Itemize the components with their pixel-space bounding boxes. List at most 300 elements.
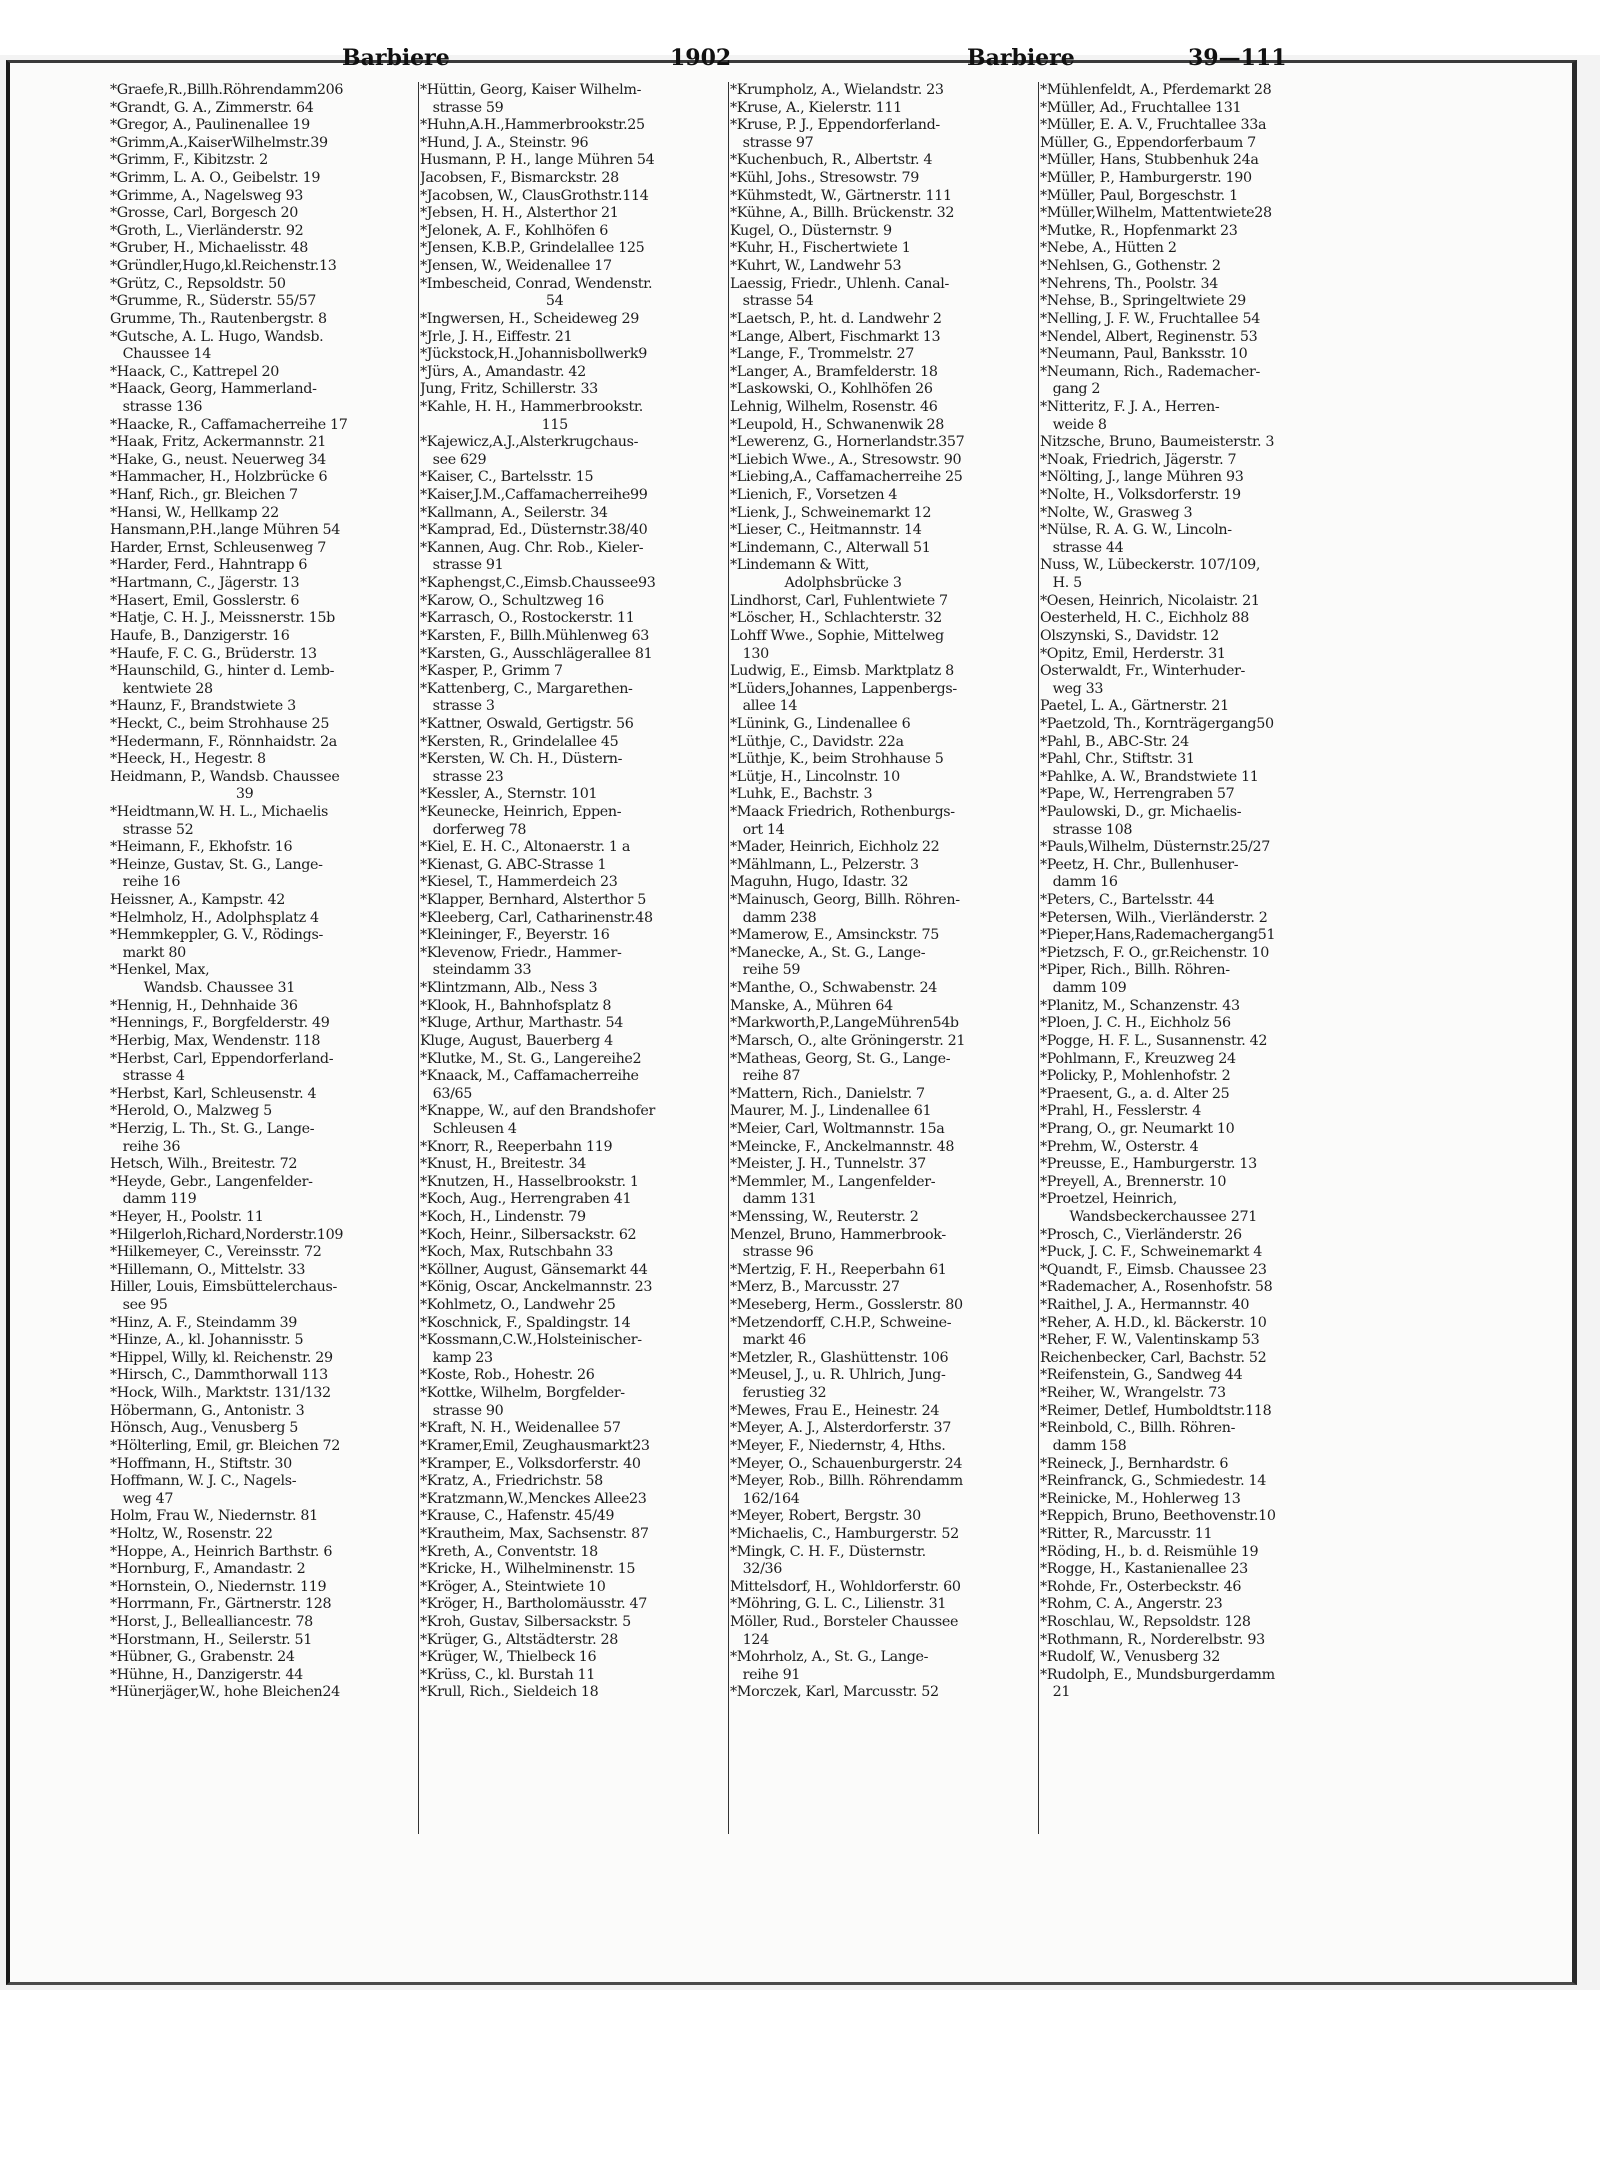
directory-entry-line: 54 bbox=[420, 293, 564, 310]
directory-column-2 bbox=[420, 82, 720, 1842]
directory-entry-line: *Reher, A. H.D., kl. Bäckerstr. 10 bbox=[1040, 1314, 1267, 1331]
directory-entry-line: *Kottke, Wilhelm, Borgfelder- bbox=[420, 1385, 625, 1402]
directory-entry-line: *Kröger, A., Steintwiete 10 bbox=[420, 1578, 606, 1595]
directory-entry-line: *Hemmkeppler, G. V., Rödings- bbox=[110, 927, 323, 944]
directory-entry-line: *Reifenstein, G., Sandweg 44 bbox=[1040, 1367, 1243, 1384]
directory-entry-line: *Huhn,A.H.,Hammerbrookstr.25 bbox=[420, 117, 645, 134]
directory-entry-line: *Laskowski, O., Kohlhöfen 26 bbox=[730, 381, 933, 398]
directory-entry-line: strasse 136 bbox=[110, 398, 203, 415]
directory-entry-line: *Mühlenfeldt, A., Pferdemarkt 28 bbox=[1040, 82, 1272, 98]
directory-entry-line: *Meier, Carl, Woltmannstr. 15a bbox=[730, 1120, 945, 1137]
directory-entry-line: *Hirsch, C., Dammthorwall 113 bbox=[110, 1367, 328, 1384]
directory-entry-line: *Kaphengst,C.,Eimsb.Chaussee93 bbox=[420, 575, 656, 592]
directory-entry-line: *Kohlmetz, O., Landwehr 25 bbox=[420, 1297, 616, 1314]
directory-entry-line: *Röding, H., b. d. Reismühle 19 bbox=[1040, 1543, 1259, 1560]
directory-entry-line: *Prehm, W., Osterstr. 4 bbox=[1040, 1138, 1199, 1155]
directory-entry-line: Hoffmann, W. J. C., Nagels- bbox=[110, 1473, 297, 1490]
directory-entry-line: damm 158 bbox=[1040, 1437, 1127, 1454]
directory-entry-line: damm 119 bbox=[110, 1191, 197, 1208]
directory-entry-line: *Pauls,Wilhelm, Düsternstr.25/27 bbox=[1040, 839, 1270, 856]
directory-entry-line: *Hartmann, C., Jägerstr. 13 bbox=[110, 575, 300, 592]
directory-entry-line: *Hornburg, F., Amandastr. 2 bbox=[110, 1561, 306, 1578]
directory-entry-line: *Paulowski, D., gr. Michaelis- bbox=[1040, 803, 1242, 820]
directory-entry-line: *Mattern, Rich., Danielstr. 7 bbox=[730, 1085, 925, 1102]
directory-entry-line: kentwiete 28 bbox=[110, 680, 213, 697]
directory-entry-line: *Peetz, H. Chr., Bullenhuser- bbox=[1040, 856, 1239, 873]
directory-entry-line: 21 bbox=[1040, 1684, 1071, 1701]
directory-entry-line: *Müller, P., Hamburgerstr. 190 bbox=[1040, 170, 1252, 187]
directory-entry-line: *Helmholz, H., Adolphsplatz 4 bbox=[110, 909, 319, 926]
directory-entry-line: *Lünink, G., Lindenallee 6 bbox=[730, 715, 911, 732]
directory-entry-line: *Graefe,R.,Billh.Röhrendamm206 bbox=[110, 82, 344, 98]
directory-entry-line: Maurer, M. J., Lindenallee 61 bbox=[730, 1103, 932, 1120]
directory-entry-line: *Krüger, G., Altstädterstr. 28 bbox=[420, 1631, 618, 1648]
directory-entry-line: *Gründler,Hugo,kl.Reichenstr.13 bbox=[110, 258, 337, 275]
directory-entry-line: *Holtz, W., Rosenstr. 22 bbox=[110, 1525, 273, 1542]
directory-entry-line: *Paetzold, Th., Kornträgergang50 bbox=[1040, 715, 1274, 732]
directory-entry-line: Reichenbecker, Carl, Bachstr. 52 bbox=[1040, 1349, 1267, 1366]
directory-entry-line: *Prosch, C., Vierländerstr. 26 bbox=[1040, 1226, 1242, 1243]
directory-entry-line: *Meyer, Rob., Billh. Röhrendamm bbox=[730, 1473, 963, 1490]
directory-entry-line: *Kossmann,C.W.,Holsteinischer- bbox=[420, 1332, 642, 1349]
directory-entry-line: *Herbst, Karl, Schleusenstr. 4 bbox=[110, 1085, 317, 1102]
directory-entry-line: 39 bbox=[110, 786, 254, 803]
directory-entry-line: *Krautheim, Max, Sachsenstr. 87 bbox=[420, 1525, 649, 1542]
directory-entry-line: *Hennig, H., Dehnhaide 36 bbox=[110, 997, 298, 1014]
directory-entry-line: *Noak, Friedrich, Jägerstr. 7 bbox=[1040, 451, 1237, 468]
directory-entry-line: *Karsten, F., Billh.Mühlenweg 63 bbox=[420, 627, 650, 644]
directory-entry-line: *Pieper,Hans,Rademachergang51 bbox=[1040, 927, 1276, 944]
directory-entry-line: *Nolte, W., Grasweg 3 bbox=[1040, 504, 1193, 521]
directory-entry-line: *Planitz, M., Schanzenstr. 43 bbox=[1040, 997, 1240, 1014]
directory-entry-line: *Marsch, O., alte Gröningerstr. 21 bbox=[730, 1032, 966, 1049]
directory-entry-line: damm 131 bbox=[730, 1191, 817, 1208]
directory-entry-line: *Pahl, Chr., Stiftstr. 31 bbox=[1040, 751, 1195, 768]
directory-entry-line: *Reimer, Detlef, Humboldtstr.118 bbox=[1040, 1402, 1272, 1419]
directory-entry-line: *Imbescheid, Conrad, Wendenstr. bbox=[420, 275, 653, 292]
directory-entry-line: *Lewerenz, G., Hornerlandstr.357 bbox=[730, 434, 965, 451]
directory-entry-line: strasse 23 bbox=[420, 768, 504, 785]
directory-entry-line: *Haack, C., Kattrepel 20 bbox=[110, 363, 279, 380]
directory-entry-line: *Manecke, A., St. G., Lange- bbox=[730, 944, 926, 961]
directory-entry-line: *Leupold, H., Schwanenwik 28 bbox=[730, 416, 945, 433]
directory-entry-line: Laessig, Friedr., Uhlenh. Canal- bbox=[730, 275, 949, 292]
directory-entry-line: *Menssing, W., Reuterstr. 2 bbox=[730, 1209, 919, 1225]
directory-entry-line: *Horrmann, Fr., Gärtnerstr. 128 bbox=[110, 1596, 332, 1613]
directory-entry-line: *Grandt, G. A., Zimmerstr. 64 bbox=[110, 99, 314, 116]
directory-entry-line: dorferweg 78 bbox=[420, 821, 527, 838]
directory-entry-line: *Hake, G., neust. Neuerweg 34 bbox=[110, 451, 326, 468]
directory-entry-line: *Grimm, F., Kibitzstr. 2 bbox=[110, 152, 268, 169]
directory-entry-line: *Kricke, H., Wilhelminenstr. 15 bbox=[420, 1561, 636, 1578]
directory-entry-line: *Jebsen, H. H., Alsterthor 21 bbox=[420, 205, 619, 222]
directory-entry-line: Harder, Ernst, Schleusenweg 7 bbox=[110, 539, 327, 556]
directory-entry-line: *Grumme, R., Süderstr. 55/57 bbox=[110, 293, 316, 310]
directory-entry-line: Kugel, O., Düsternstr. 9 bbox=[730, 222, 892, 239]
directory-entry-line: 130 bbox=[730, 645, 769, 662]
directory-entry-line: *Quandt, F., Eimsb. Chaussee 23 bbox=[1040, 1261, 1267, 1278]
directory-entry-line: *Harder, Ferd., Hahntrapp 6 bbox=[110, 557, 308, 574]
directory-entry-line: *Meyer, F., Niedernstr, 4, Hths. bbox=[730, 1437, 946, 1454]
directory-entry-line: strasse 97 bbox=[730, 134, 814, 151]
directory-entry-line: Hönsch, Aug., Venusberg 5 bbox=[110, 1420, 298, 1437]
directory-entry-line: *Kuhrt, W., Landwehr 53 bbox=[730, 258, 902, 275]
directory-entry-line: *Reineck, J., Bernhardstr. 6 bbox=[1040, 1455, 1229, 1472]
directory-entry-line: *Herbig, Max, Wendenstr. 118 bbox=[110, 1032, 321, 1049]
directory-entry-line: Nuss, W., Lübeckerstr. 107/109, bbox=[1040, 557, 1261, 574]
directory-entry-line: Lindhorst, Carl, Fuhlentwiete 7 bbox=[730, 592, 948, 609]
directory-entry-line: *Heidtmann,W. H. L., Michaelis bbox=[110, 803, 328, 820]
directory-entry-line: strasse 108 bbox=[1040, 821, 1133, 838]
directory-entry-line: *Jrle, J. H., Eiffestr. 21 bbox=[420, 328, 573, 345]
directory-entry-line: *Mingk, C. H. F., Düsternstr. bbox=[730, 1543, 926, 1560]
directory-entry-line: *Rohde, Fr., Osterbeckstr. 46 bbox=[1040, 1578, 1242, 1595]
directory-entry-line: *Kannen, Aug. Chr. Rob., Kieler- bbox=[420, 539, 644, 556]
directory-entry-line: Jung, Fritz, Schillerstr. 33 bbox=[420, 381, 598, 398]
directory-entry-line: *Matheas, Georg, St. G., Lange- bbox=[730, 1050, 951, 1067]
directory-columns bbox=[110, 82, 1340, 1842]
directory-entry-line: *Lindemann, C., Alterwall 51 bbox=[730, 539, 931, 556]
directory-entry-line: *Nitteritz, F. J. A., Herren- bbox=[1040, 398, 1220, 415]
directory-entry-line: damm 16 bbox=[1040, 874, 1118, 891]
directory-entry-line: *Klintzmann, Alb., Ness 3 bbox=[420, 980, 598, 997]
directory-entry-line: *Laetsch, P., ht. d. Landwehr 2 bbox=[730, 310, 942, 327]
directory-entry-line: *Neumann, Rich., Rademacher- bbox=[1040, 363, 1260, 380]
directory-entry-line: *Hilgerloh,Richard,Norderstr.109 bbox=[110, 1226, 344, 1243]
directory-entry-line: *Mohrholz, A., St. G., Lange- bbox=[730, 1649, 929, 1666]
directory-entry-line: allee 14 bbox=[730, 698, 798, 715]
directory-entry-line: Nitzsche, Bruno, Baumeisterstr. 3 bbox=[1040, 434, 1275, 451]
directory-entry-line: *Klapper, Bernhard, Alsterthor 5 bbox=[420, 892, 646, 909]
directory-entry-line: *Keunecke, Heinrich, Eppen- bbox=[420, 803, 622, 820]
directory-entry-line: *Müller, E. A. V., Fruchtallee 33a bbox=[1040, 117, 1267, 134]
directory-entry-line: *Praesent, G., a. d. Alter 25 bbox=[1040, 1085, 1230, 1102]
header-right-title: Barbiere bbox=[967, 45, 1075, 71]
directory-entry-line: *Karow, O., Schultzweg 16 bbox=[420, 592, 604, 609]
directory-entry-line: *Mainusch, Georg, Billh. Röhren- bbox=[730, 892, 960, 909]
directory-entry-line: *Reher, F. W., Valentinskamp 53 bbox=[1040, 1332, 1260, 1349]
directory-entry-line: *Gruber, H., Michaelisstr. 48 bbox=[110, 240, 309, 257]
directory-entry-line: *Henkel, Max, bbox=[110, 962, 210, 979]
directory-entry-line: *Kreth, A., Conventstr. 18 bbox=[420, 1543, 598, 1560]
directory-entry-line: *Luhk, E., Bachstr. 3 bbox=[730, 786, 873, 803]
directory-entry-line: *Knorr, R., Reeperbahn 119 bbox=[420, 1138, 613, 1155]
directory-entry-line: *Müller, Paul, Borgeschstr. 1 bbox=[1040, 187, 1238, 204]
directory-entry-line: Husmann, P. H., lange Mühren 54 bbox=[420, 152, 655, 169]
directory-entry-line: *Krumpholz, A., Wielandstr. 23 bbox=[730, 82, 944, 98]
running-header bbox=[110, 45, 1340, 75]
directory-entry-line: *Krüss, C., kl. Burstah 11 bbox=[420, 1666, 596, 1683]
directory-entry-line: *Puck, J. C. F., Schweinemarkt 4 bbox=[1040, 1244, 1263, 1261]
directory-entry-line: *Kratzmann,W.,Menckes Allee23 bbox=[420, 1490, 647, 1507]
directory-entry-line: *Lüthje, K., beim Strohhause 5 bbox=[730, 751, 944, 768]
directory-entry-line: *Proetzel, Heinrich, bbox=[1040, 1191, 1177, 1208]
directory-entry-line: *Reiher, W., Wrangelstr. 73 bbox=[1040, 1385, 1226, 1402]
directory-entry-line: 124 bbox=[730, 1631, 769, 1648]
directory-entry-line: Hansmann,P.H.,lange Mühren 54 bbox=[110, 522, 341, 539]
directory-entry-line: *Prang, O., gr. Neumarkt 10 bbox=[1040, 1120, 1235, 1137]
directory-entry-line: *Groth, L., Vierländerstr. 92 bbox=[110, 222, 304, 239]
directory-entry-line: *Liebing,A., Caffamacherreihe 25 bbox=[730, 469, 963, 486]
directory-entry-line: *Nehse, B., Springeltwiete 29 bbox=[1040, 293, 1246, 310]
directory-entry-line: *Pape, W., Herrengraben 57 bbox=[1040, 786, 1235, 803]
directory-entry-line: *Kienast, G. ABC-Strasse 1 bbox=[420, 856, 607, 873]
directory-entry-line: Möller, Rud., Borsteler Chaussee bbox=[730, 1614, 959, 1631]
directory-entry-line: *Hund, J. A., Steinstr. 96 bbox=[420, 134, 589, 151]
directory-entry-line: see 95 bbox=[110, 1297, 168, 1314]
directory-entry-line: strasse 3 bbox=[420, 698, 495, 715]
directory-entry-line: *Neumann, Paul, Banksstr. 10 bbox=[1040, 346, 1248, 363]
directory-entry-line: *Haacke, R., Caffamacherreihe 17 bbox=[110, 416, 348, 433]
directory-entry-line: *Kattner, Oswald, Gertigstr. 56 bbox=[420, 715, 634, 732]
directory-entry-line: *Heyer, H., Poolstr. 11 bbox=[110, 1209, 264, 1225]
directory-entry-line: *Hasert, Emil, Gosslerstr. 6 bbox=[110, 592, 300, 609]
directory-entry-line: *Rogge, H., Kastanienallee 23 bbox=[1040, 1561, 1248, 1578]
directory-entry-line: *Prahl, H., Fesslerstr. 4 bbox=[1040, 1103, 1202, 1120]
directory-entry-line: *Policky, P., Mohlenhofstr. 2 bbox=[1040, 1068, 1231, 1085]
directory-entry-line: *Hennings, F., Borgfelderstr. 49 bbox=[110, 1015, 330, 1032]
directory-entry-line: strasse 96 bbox=[730, 1244, 814, 1261]
directory-entry-line: Hetsch, Wilh., Breitestr. 72 bbox=[110, 1156, 298, 1173]
directory-entry-line: *Köllner, August, Gänsemarkt 44 bbox=[420, 1261, 648, 1278]
directory-entry-line: *Hornstein, O., Niedernstr. 119 bbox=[110, 1578, 327, 1595]
directory-entry-line: *Hock, Wilh., Marktstr. 131/132 bbox=[110, 1385, 331, 1402]
directory-entry-line: *Kluge, Arthur, Marthastr. 54 bbox=[420, 1015, 623, 1032]
directory-entry-line: reihe 36 bbox=[110, 1138, 181, 1155]
directory-entry-line: *Möhring, G. L. C., Lilienstr. 31 bbox=[730, 1596, 947, 1613]
directory-entry-line: *Lüthje, C., Davidstr. 22a bbox=[730, 733, 904, 750]
directory-entry-line: *Haufe, F. C. G., Brüderstr. 13 bbox=[110, 645, 317, 662]
directory-entry-line: Lohff Wwe., Sophie, Mittelweg bbox=[730, 627, 944, 644]
directory-entry-line: *Mertzig, F. H., Reeperbahn 61 bbox=[730, 1261, 947, 1278]
directory-entry-line: 32/36 bbox=[730, 1561, 783, 1578]
directory-entry-line: *Müller, Hans, Stubbenhuk 24a bbox=[1040, 152, 1259, 169]
directory-entry-line: strasse 44 bbox=[1040, 539, 1124, 556]
directory-entry-line: *Lindemann & Witt, bbox=[730, 557, 870, 574]
header-left-title: Barbiere bbox=[342, 45, 450, 71]
directory-entry-line: *Kraft, N. H., Weidenallee 57 bbox=[420, 1420, 621, 1437]
directory-entry-line: *Markworth,P.,LangeMühren54b bbox=[730, 1015, 959, 1032]
directory-entry-line: *Heyde, Gebr., Langenfelder- bbox=[110, 1173, 313, 1190]
directory-entry-line: *Horstmann, H., Seilerstr. 51 bbox=[110, 1631, 312, 1648]
directory-entry-line: Olszynski, S., Davidstr. 12 bbox=[1040, 627, 1219, 644]
directory-entry-line: *Karsten, G., Ausschlägerallee 81 bbox=[420, 645, 653, 662]
directory-entry-line: Ludwig, E., Eimsb. Marktplatz 8 bbox=[730, 663, 954, 680]
directory-entry-line: Holm, Frau W., Niedernstr. 81 bbox=[110, 1508, 318, 1525]
directory-entry-line: damm 238 bbox=[730, 909, 817, 926]
directory-entry-line: *Kühmstedt, W., Gärtnerstr. 111 bbox=[730, 187, 952, 204]
directory-entry-line: *Krüger, W., Thielbeck 16 bbox=[420, 1649, 597, 1666]
directory-entry-line: *Lange, F., Trommelstr. 27 bbox=[730, 346, 915, 363]
directory-entry-line: *Hilkemeyer, C., Vereinsstr. 72 bbox=[110, 1244, 322, 1261]
directory-entry-line: *Pietzsch, F. O., gr.Reichenstr. 10 bbox=[1040, 944, 1270, 961]
directory-entry-line: weide 8 bbox=[1040, 416, 1107, 433]
directory-entry-line: *Kamprad, Ed., Düsternstr.38/40 bbox=[420, 522, 648, 539]
directory-entry-line: strasse 59 bbox=[420, 99, 504, 116]
directory-entry-line: Wandsb. Chaussee 31 bbox=[110, 980, 296, 997]
directory-entry-line: *Hühne, H., Danzigerstr. 44 bbox=[110, 1666, 303, 1683]
directory-entry-line: *Mewes, Frau E., Heinestr. 24 bbox=[730, 1402, 940, 1419]
directory-entry-line: *Meincke, F., Anckelmannstr. 48 bbox=[730, 1138, 955, 1155]
directory-entry-line: ort 14 bbox=[730, 821, 785, 838]
directory-entry-line: *Hünerjäger,W., hohe Bleichen24 bbox=[110, 1684, 340, 1701]
directory-entry-line: *Hillemann, O., Mittelstr. 33 bbox=[110, 1261, 306, 1278]
directory-entry-line: *Lange, Albert, Fischmarkt 13 bbox=[730, 328, 941, 345]
directory-entry-line: *Meister, J. H., Tunnelstr. 37 bbox=[730, 1156, 926, 1173]
header-year: 1902 bbox=[670, 45, 732, 71]
directory-entry-line: *Michaelis, C., Hamburgerstr. 52 bbox=[730, 1525, 959, 1542]
directory-entry-line: *Gregor, A., Paulinenallee 19 bbox=[110, 117, 310, 134]
directory-entry-line: *Reppich, Bruno, Beethovenstr.10 bbox=[1040, 1508, 1276, 1525]
directory-entry-line: *Nehlsen, G., Gothenstr. 2 bbox=[1040, 258, 1221, 275]
directory-entry-line: Chaussee 14 bbox=[110, 346, 211, 363]
directory-entry-line: *Meyer, A. J., Alsterdorferstr. 37 bbox=[730, 1420, 951, 1437]
directory-entry-line: *Hoppe, A., Heinrich Barthstr. 6 bbox=[110, 1543, 333, 1560]
directory-entry-line: *Rohm, C. A., Angerstr. 23 bbox=[1040, 1596, 1223, 1613]
directory-entry-line: *Pahlke, A. W., Brandstwiete 11 bbox=[1040, 768, 1259, 785]
directory-entry-line: *Memmler, M., Langenfelder- bbox=[730, 1173, 936, 1190]
directory-entry-line: *Müller,Wilhelm, Mattentwiete28 bbox=[1040, 205, 1272, 222]
directory-entry-line: *Nebe, A., Hütten 2 bbox=[1040, 240, 1177, 257]
directory-entry-line: *Kaiser, C., Bartelsstr. 15 bbox=[420, 469, 594, 486]
directory-entry-line: *Meyer, Robert, Bergstr. 30 bbox=[730, 1508, 921, 1525]
directory-entry-line: weg 33 bbox=[1040, 680, 1104, 697]
directory-entry-line: Maguhn, Hugo, Idastr. 32 bbox=[730, 874, 909, 891]
directory-entry-line: Adolphsbrücke 3 bbox=[730, 575, 902, 592]
directory-entry-line: *Rademacher, A., Rosenhofstr. 58 bbox=[1040, 1279, 1273, 1296]
directory-entry-line: *Reinicke, M., Hohlerweg 13 bbox=[1040, 1490, 1241, 1507]
directory-entry-line: damm 109 bbox=[1040, 980, 1127, 997]
directory-entry-line: *Kallmann, A., Seilerstr. 34 bbox=[420, 504, 608, 521]
directory-entry-line: steindamm 33 bbox=[420, 962, 532, 979]
directory-entry-line: *Hippel, Willy, kl. Reichenstr. 29 bbox=[110, 1349, 333, 1366]
directory-entry-line: Höbermann, G., Antonistr. 3 bbox=[110, 1402, 305, 1419]
directory-entry-line: strasse 91 bbox=[420, 557, 504, 574]
directory-entry-line: *Hölterling, Emil, gr. Bleichen 72 bbox=[110, 1437, 340, 1454]
directory-entry-line: *Kasper, P., Grimm 7 bbox=[420, 663, 563, 680]
directory-entry-line: *Nölting, J., lange Mühren 93 bbox=[1040, 469, 1244, 486]
directory-entry-line: *Kiesel, T., Hammerdeich 23 bbox=[420, 874, 618, 891]
directory-entry-line: *Maack Friedrich, Rothenburgs- bbox=[730, 803, 955, 820]
directory-entry-line: *Knaack, M., Caffamacherreihe bbox=[420, 1068, 639, 1085]
directory-entry-line: *Rothmann, R., Norderelbstr. 93 bbox=[1040, 1631, 1265, 1648]
directory-entry-line: *Grosse, Carl, Borgesch 20 bbox=[110, 205, 298, 222]
directory-entry-line: *Jelonek, A. F., Kohlhöfen 6 bbox=[420, 222, 608, 239]
directory-entry-line: *Grütz, C., Repsoldstr. 50 bbox=[110, 275, 286, 292]
directory-entry-line: *Jückstock,H.,Johannisbollwerk9 bbox=[420, 346, 647, 363]
directory-entry-line: *Kersten, W. Ch. H., Düstern- bbox=[420, 751, 623, 768]
directory-entry-line: *Lütje, H., Lincolnstr. 10 bbox=[730, 768, 900, 785]
directory-entry-line: *Klutke, M., St. G., Langereihe2 bbox=[420, 1050, 642, 1067]
directory-column-1 bbox=[110, 82, 410, 1842]
directory-entry-line: markt 46 bbox=[730, 1332, 806, 1349]
directory-entry-line: Jacobsen, F., Bismarckstr. 28 bbox=[420, 170, 619, 187]
directory-entry-line: *Hansi, W., Hellkamp 22 bbox=[110, 504, 279, 521]
directory-entry-line: *Mutke, R., Hopfenmarkt 23 bbox=[1040, 222, 1238, 239]
directory-entry-line: *Kratz, A., Friedrichstr. 58 bbox=[420, 1473, 603, 1490]
directory-entry-line: *Pahl, B., ABC-Str. 24 bbox=[1040, 733, 1189, 750]
directory-entry-line: *Hübner, G., Grabenstr. 24 bbox=[110, 1649, 295, 1666]
directory-entry-line: *Kattenberg, C., Margarethen- bbox=[420, 680, 633, 697]
directory-entry-line: *Morczek, Karl, Marcusstr. 52 bbox=[730, 1684, 939, 1701]
directory-entry-line: *Grimme, A., Nagelsweg 93 bbox=[110, 187, 303, 204]
directory-entry-line: H. 5 bbox=[1040, 575, 1082, 592]
directory-entry-line: *Kahle, H. H., Hammerbrookstr. bbox=[420, 398, 643, 415]
directory-entry-line: *Kajewicz,A.J.,Alsterkrugchaus- bbox=[420, 434, 639, 451]
directory-entry-line: *Kleininger, F., Beyerstr. 16 bbox=[420, 927, 610, 944]
directory-entry-line: *Jürs, A., Amandastr. 42 bbox=[420, 363, 586, 380]
directory-entry-line: *Merz, B., Marcusstr. 27 bbox=[730, 1279, 900, 1296]
directory-entry-line: Oesterheld, H. C., Eichholz 88 bbox=[1040, 610, 1250, 627]
directory-entry-line: *Meusel, J., u. R. Uhlrich, Jung- bbox=[730, 1367, 946, 1384]
directory-entry-line: *Koch, Aug., Herrengraben 41 bbox=[420, 1191, 632, 1208]
directory-entry-line: Manske, A., Mühren 64 bbox=[730, 997, 893, 1014]
directory-entry-line: *Heinze, Gustav, St. G., Lange- bbox=[110, 856, 323, 873]
directory-entry-line: *Löscher, H., Schlachterstr. 32 bbox=[730, 610, 942, 627]
directory-entry-line: reihe 87 bbox=[730, 1068, 801, 1085]
directory-entry-line: *Lüders,Johannes, Lappenbergs- bbox=[730, 680, 957, 697]
directory-entry-line: *Kruse, P. J., Eppendorferland- bbox=[730, 117, 940, 134]
directory-entry-line: Kluge, August, Bauerberg 4 bbox=[420, 1032, 613, 1049]
directory-entry-line: *Mählmann, L., Pelzerstr. 3 bbox=[730, 856, 919, 873]
directory-entry-line: 162/164 bbox=[730, 1490, 800, 1507]
directory-entry-line: *Jensen, W., Weidenallee 17 bbox=[420, 258, 612, 275]
directory-entry-line: *Klevenow, Friedr., Hammer- bbox=[420, 944, 622, 961]
directory-entry-line: *Knappe, W., auf den Brandshofer bbox=[420, 1103, 655, 1120]
directory-entry-line: *Kaiser,J.M.,Caffamacherreihe99 bbox=[420, 487, 648, 504]
directory-entry-line: *Kersten, R., Grindelallee 45 bbox=[420, 733, 619, 750]
directory-entry-line: *Hinze, A., kl. Johannisstr. 5 bbox=[110, 1332, 304, 1349]
directory-entry-line: gang 2 bbox=[1040, 381, 1101, 398]
directory-entry-line: *Preusse, E., Hamburgerstr. 13 bbox=[1040, 1156, 1257, 1173]
directory-entry-line: strasse 4 bbox=[110, 1068, 185, 1085]
directory-entry-line: *Karrasch, O., Rostockerstr. 11 bbox=[420, 610, 635, 627]
directory-entry-line: Menzel, Bruno, Hammerbrook- bbox=[730, 1226, 946, 1243]
directory-entry-line: *Rudolph, E., Mundsburgerdamm bbox=[1040, 1666, 1275, 1683]
directory-entry-line: Lehnig, Wilhelm, Rosenstr. 46 bbox=[730, 398, 938, 415]
directory-entry-line: Hiller, Louis, Eimsbüttelerchaus- bbox=[110, 1279, 337, 1296]
directory-entry-line: *Koch, H., Lindenstr. 79 bbox=[420, 1209, 586, 1225]
directory-entry-line: *Pogge, H. F. L., Susannenstr. 42 bbox=[1040, 1032, 1268, 1049]
directory-entry-line: *Heckt, C., beim Strohhause 25 bbox=[110, 715, 330, 732]
directory-entry-line: *Krull, Rich., Sieldeich 18 bbox=[420, 1684, 599, 1701]
directory-entry-line: reihe 16 bbox=[110, 874, 181, 891]
directory-entry-line: Heidmann, P., Wandsb. Chaussee bbox=[110, 768, 340, 785]
directory-entry-line: *Oesen, Heinrich, Nicolaistr. 21 bbox=[1040, 592, 1260, 609]
directory-entry-line: *Herzig, L. Th., St. G., Lange- bbox=[110, 1120, 315, 1137]
directory-entry-line: 115 bbox=[420, 416, 568, 433]
directory-entry-line: *Kuchenbuch, R., Albertstr. 4 bbox=[730, 152, 933, 169]
directory-entry-line: *Jensen, K.B.P., Grindelallee 125 bbox=[420, 240, 645, 257]
directory-entry-line: Schleusen 4 bbox=[420, 1120, 517, 1137]
directory-entry-line: *Hedermann, F., Rönnhaidstr. 2a bbox=[110, 733, 337, 750]
directory-entry-line: Heissner, A., Kampstr. 42 bbox=[110, 892, 285, 909]
directory-entry-line: *Ritter, R., Marcusstr. 11 bbox=[1040, 1525, 1213, 1542]
directory-entry-line: *Grimm, L. A. O., Geibelstr. 19 bbox=[110, 170, 321, 187]
directory-entry-line: *Heeck, H., Hegestr. 8 bbox=[110, 751, 266, 768]
directory-entry-line: Osterwaldt, Fr., Winterhuder- bbox=[1040, 663, 1246, 680]
directory-entry-line: *Liebich Wwe., A., Stresowstr. 90 bbox=[730, 451, 962, 468]
directory-entry-line: *Hüttin, Georg, Kaiser Wilhelm- bbox=[420, 82, 642, 98]
directory-entry-line: *Koschnick, F., Spaldingstr. 14 bbox=[420, 1314, 631, 1331]
directory-entry-line: *Nelling, J. F. W., Fruchtallee 54 bbox=[1040, 310, 1260, 327]
directory-entry-line: *Müller, Ad., Fruchtallee 131 bbox=[1040, 99, 1242, 116]
directory-entry-line: *König, Oscar, Anckelmannstr. 23 bbox=[420, 1279, 653, 1296]
header-page-number: 39—111 bbox=[1188, 45, 1287, 71]
directory-entry-line: Mittelsdorf, H., Wohldorferstr. 60 bbox=[730, 1578, 961, 1595]
directory-entry-line: *Horst, J., Bellealliancestr. 78 bbox=[110, 1614, 313, 1631]
directory-entry-line: *Hatje, C. H. J., Meissnerstr. 15b bbox=[110, 610, 335, 627]
